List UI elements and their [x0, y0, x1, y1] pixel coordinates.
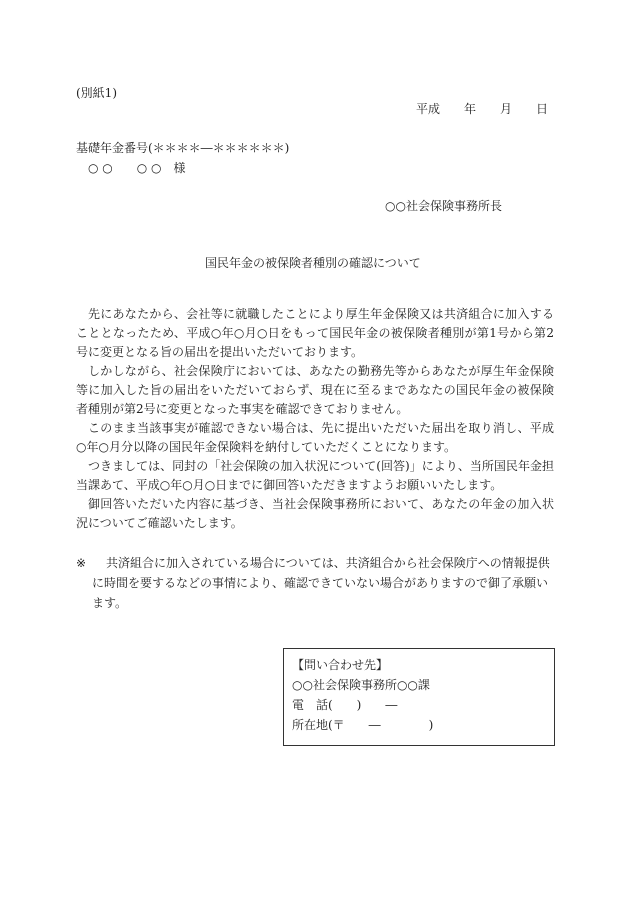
contact-office: ○○社会保険事務所○○課 [292, 678, 430, 692]
contact-box [283, 648, 555, 746]
contact-address: 所在地(〒 ― ) [292, 718, 434, 732]
addressee: ○ ○ ○ ○ 様 [88, 161, 186, 175]
body-paragraph: 先にあなたから、会社等に就職したことにより厚生年金保険又は共済組合に加入することとなったため、平成○年○月○日をもって国民年金の被保険者種別が第1号から第2号に変更となる旨の届出を提出いただいております。 [76, 307, 554, 359]
body-paragraph: 御回答いただいた内容に基づき、当社会保険事務所において、あなたの年金の加入状況についてご確認いたします。 [76, 497, 554, 530]
contact-phone: 電 話( ) ― [292, 698, 398, 712]
note-text: 共済組合に加入されている場合については、共済組合から社会保険庁への情報提供に時間を要するなどの事情により、確認できていない場合がありますので御了承願います。 [92, 556, 550, 610]
contact-heading: 【問い合わせ先】 [292, 658, 389, 672]
body-text [76, 305, 554, 533]
body-paragraph: このまま当該事実が確認できない場合は、先に提出いただいた届出を取り消し、平成○年○月分以降の国民年金保険料を納付していただくことになります。 [76, 421, 554, 454]
date-line: 平成 年 月 日 [415, 102, 548, 116]
note-mark: ※ [76, 556, 87, 570]
sender: ○○社会保険事務所長 [385, 199, 502, 213]
attachment-label: (別紙1) [76, 86, 117, 100]
note [76, 553, 556, 613]
body-paragraph: しかしながら、社会保険庁においては、あなたの勤務先等からあなたが厚生年金保険等に加入した旨の届出をいただいておらず、現在に至るまであなたの国民年金の被保険者種別が第2号に変更となった事実を確認できておりません。 [76, 364, 554, 416]
document-title: 国民年金の被保険者種別の確認について [205, 256, 421, 270]
pension-number: 基礎年金番号(＊＊＊＊―＊＊＊＊＊＊) [76, 141, 290, 155]
body-paragraph: つきましては、同封の「社会保険の加入状況について(回答)」により、当所国民年金担当課あて、平成○年○月○日までに御回答いただきますようお願いいたします。 [76, 459, 554, 492]
